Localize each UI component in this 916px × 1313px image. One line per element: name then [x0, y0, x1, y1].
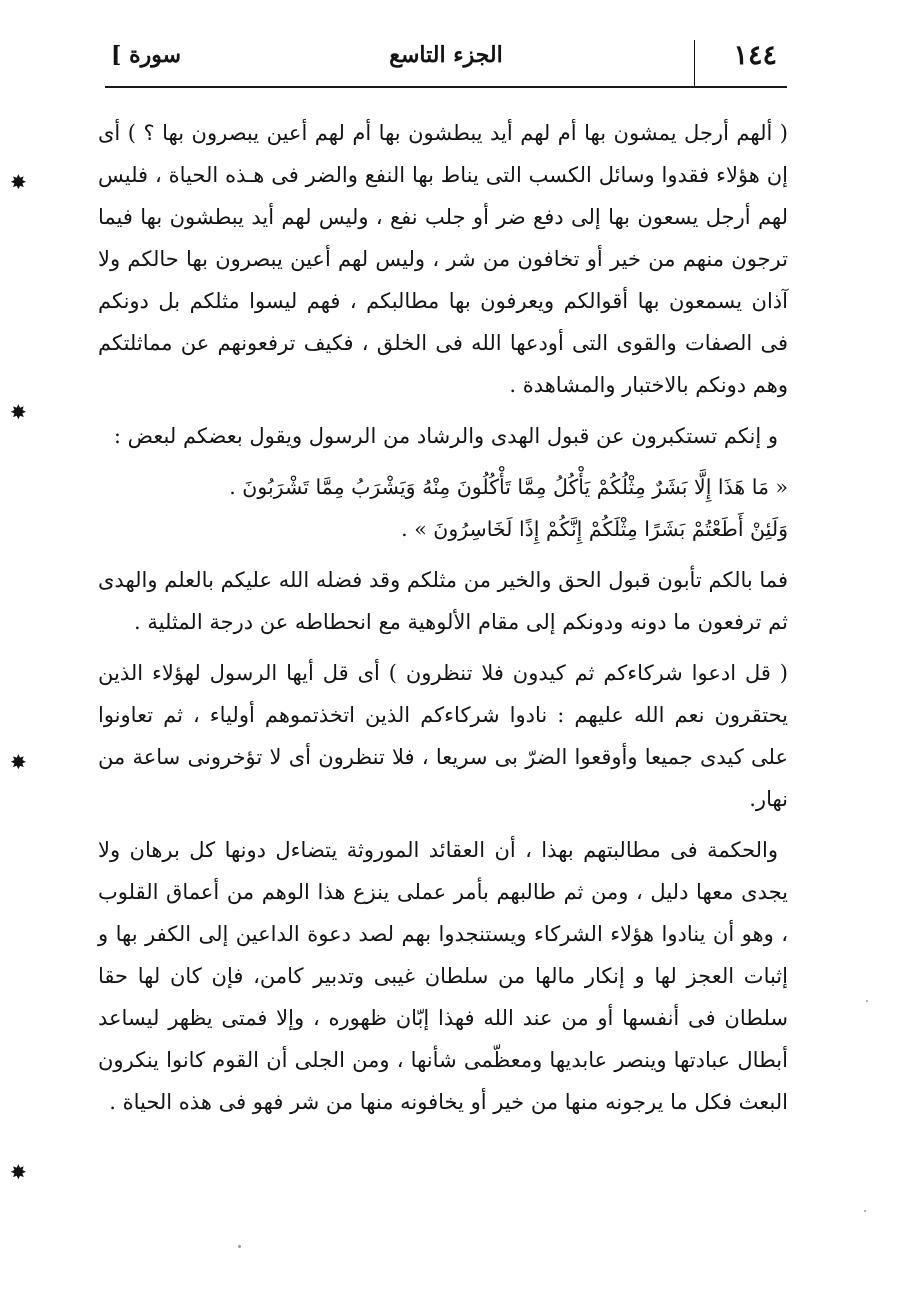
part-title: الجزء التاسع — [389, 42, 503, 68]
paragraph: فما بالكم تأبون قبول الحق والخير من مثلكم وقد فضله الله عليكم بالعلم والهدى ثم ترفعون ما دونه ودونكم إلى مقام الألوهية مع انحطاطه عن درجة المثلية . — [98, 568, 788, 634]
paragraph: ( قل ادعوا شركاءكم ثم كيدون فلا تنظرون ) أى قل أيها الرسول لهؤلاء الذين يحتقرون نعم الله عليهم : نادوا شركاءكم الذين اتخذتموهم أولياء ، ثم تعاونوا على كيدى جميعا وأوقعوا الضرّ بى سريعا ، فلا تنظرون أى لا تؤخرونى ساعة من نهار. — [98, 661, 788, 811]
margin-blot-icon: ✸ — [10, 170, 27, 194]
paragraph: ( ألهم أرجل يمشون بها أم لهم أيد يبطشون بها أم لهم أعين يبصرون بها ؟ ) أى إن هؤلاء فقدوا وسائل الكسب التى يناط بها النفع والضر فى هـذه الحياة ، فليس لهم أرجل يسعون بها إلى دفع ضر أو جلب نفع ، وليس لهم أيد يبطشون بها فيما ترجون منهم من خير أو تخافون من شر ، وليس لهم أعين يبصرون بها حالكم ولا آذان يسمعون بها أقوالكم ويعرفون بها مطالبكم ، فهم ليسوا مثلكم بل دونكم فى الصفات والقوى التى أودعها الله فى الخلق ، فكيف ترفعونهم عن مماثلتكم وهم دونكم بالاختبار والمشاهدة . — [98, 121, 788, 397]
quran-quote — [98, 466, 788, 550]
header-rule — [105, 86, 787, 88]
header-tick-rule — [694, 40, 695, 88]
scan-speck — [864, 1210, 866, 1212]
surah-label-text: سورة — [129, 42, 182, 68]
page-number: ١٤٤ — [733, 40, 777, 71]
margin-blot-icon: ✸ — [10, 400, 27, 424]
surah-label: سورة ] — [111, 42, 182, 68]
paragraph: والحكمة فى مطالبتهم بهذا ، أن العقائد الموروثة يتضاءل دونها كل برهان ولا يجدى معها دليل ، ومن ثم طالبهم بأمر عملى ينزع هذا الوهم من أعماق القلوب ، وهو أن ينادوا هؤلاء الشركاء ويستنجدوا بهم لصد دعوة الداعين إلى الكفر بها و إثبات العجز لها و إنكار مالها من سلطان غيبى وتدبير كامن، فإن كان لها حقا سلطان فى أنفسها أو من عند الله فهذا إبّان ظهوره ، وإلا فمتى يظهر ليساعد أبطال عبادتها وينصر عابديها ومعظّمى شأنها ، ومن الجلى أن القوم كانوا ينكرون البعث فكل ما يرجونه منها من خير أو يخافونه منها من شر فهو فى هذه الحياة . — [98, 838, 788, 1114]
body-text — [98, 112, 788, 1132]
paragraph: و إنكم تستكبرون عن قبول الهدى والرشاد من الرسول ويقول بعضكم لبعض : — [113, 424, 778, 448]
margin-blot-icon: ✸ — [10, 1160, 27, 1184]
page-header — [105, 30, 787, 88]
quran-line: وَلَئِنْ أَطَعْتُمْ بَشَرًا مِثْلَكُمْ إِنَّكُمْ إِذًا لَخَاسِرُونَ » . — [401, 517, 788, 541]
scan-speck — [866, 1000, 868, 1002]
margin-blot-icon: ✸ — [10, 750, 27, 774]
quran-line: « مَا هَذَا إِلَّا بَشَرٌ مِثْلُكُمْ يَأْكُلُ مِمَّا تَأْكُلُونَ مِنْهُ وَيَشْرَبُ مِمَّا تَشْرَبُونَ . — [229, 475, 788, 499]
scan-speck — [238, 1245, 241, 1248]
